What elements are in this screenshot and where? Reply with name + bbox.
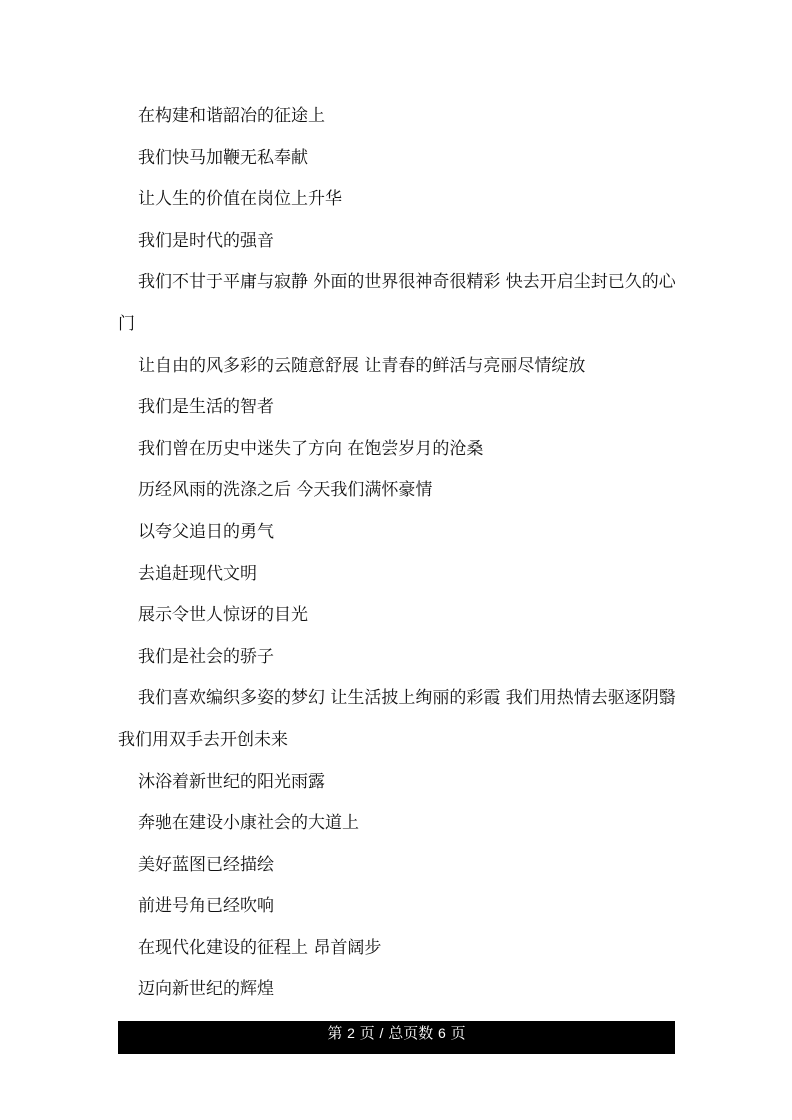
- paragraph: 我们喜欢编织多姿的梦幻 让生活披上绚丽的彩霞 我们用热情去驱逐阴翳 我们用双手去开创未来: [118, 688, 676, 750]
- current-page-number: 2: [347, 1025, 355, 1041]
- footer-total-label: 总页数: [388, 1024, 434, 1042]
- footer-prefix: 第: [327, 1024, 343, 1042]
- total-page-count: 6: [438, 1025, 446, 1041]
- paragraph: 我们不甘于平庸与寂静 外面的世界很神奇很精彩 快去开启尘封已久的心门: [118, 272, 676, 334]
- paragraph: 我们是时代的强音: [138, 230, 274, 251]
- paragraph: 在现代化建设的征程上 昂首阔步: [138, 937, 382, 958]
- paragraph: 展示令世人惊讶的目光: [138, 605, 308, 626]
- paragraph: 前进号角已经吹响: [138, 896, 274, 917]
- footer-page-word: 页: [359, 1024, 375, 1042]
- paragraph: 我们是生活的智者: [138, 397, 274, 418]
- paragraph: 我们是社会的骄子: [138, 646, 274, 667]
- paragraph: 美好蓝图已经描绘: [138, 854, 274, 875]
- paragraph: 让自由的风多彩的云随意舒展 让青春的鲜活与亮丽尽情绽放: [138, 355, 586, 376]
- paragraph: 我们快马加鞭无私奉献: [138, 147, 308, 168]
- paragraph: 迈向新世纪的辉煌: [138, 979, 274, 1000]
- footer-separator: /: [379, 1025, 384, 1041]
- paragraph: 奔驰在建设小康社会的大道上: [138, 813, 359, 834]
- paragraph: 以夸父追日的勇气: [138, 521, 274, 542]
- paragraph: 去追赶现代文明: [138, 563, 257, 584]
- paragraph: 我们曾在历史中迷失了方向 在饱尝岁月的沧桑: [138, 438, 484, 459]
- paragraph: 让人生的价值在岗位上升华: [138, 189, 342, 210]
- footer-suffix: 页: [450, 1024, 466, 1042]
- paragraph: 历经风雨的洗涤之后 今天我们满怀豪情: [138, 480, 433, 501]
- page-footer: [118, 1021, 675, 1054]
- paragraph: 沐浴着新世纪的阳光雨露: [138, 771, 325, 792]
- document-body: [118, 96, 676, 1011]
- paragraph: 在构建和谐韶冶的征途上: [138, 106, 325, 126]
